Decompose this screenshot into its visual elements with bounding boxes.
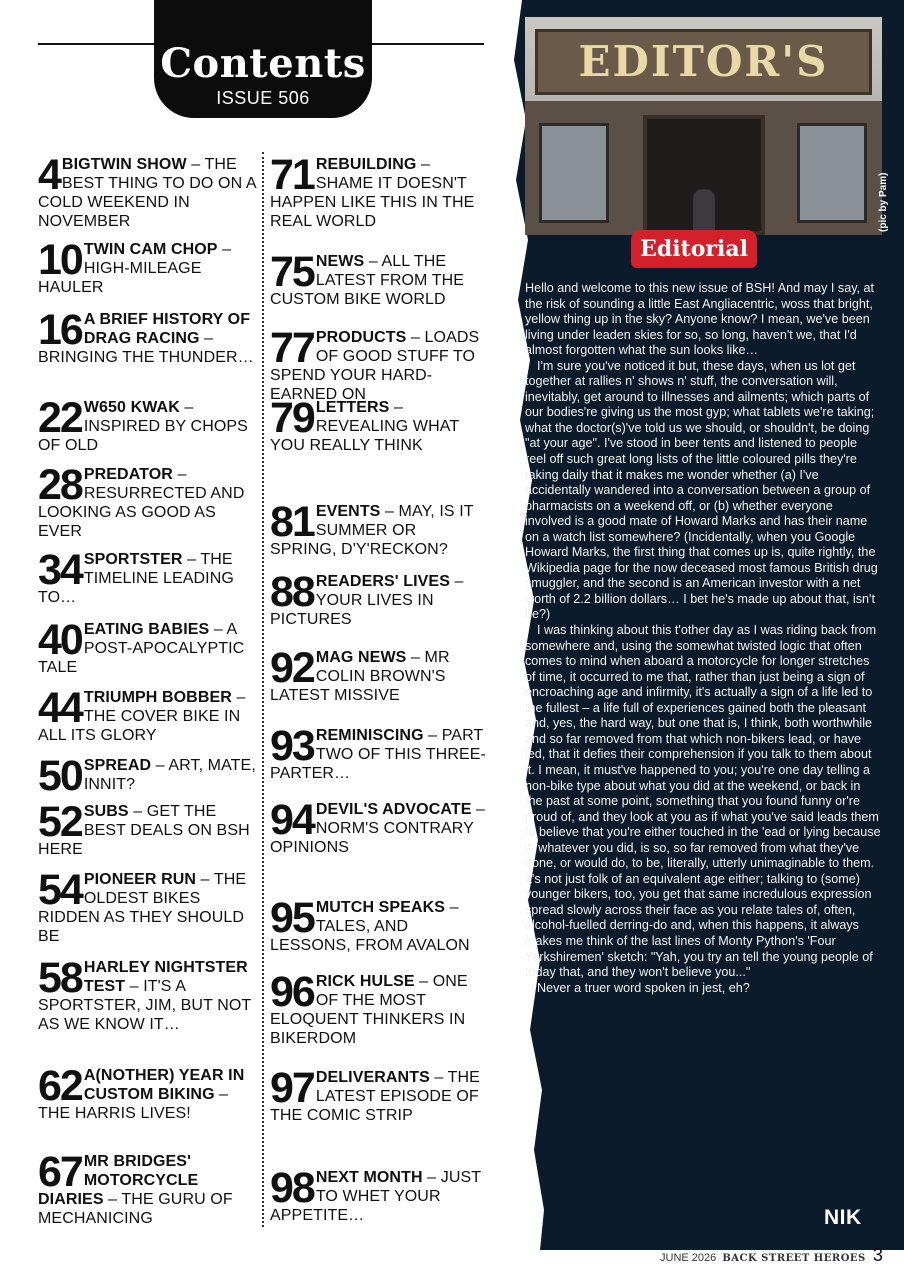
toc-entry-text <box>270 1164 486 1225</box>
editor-signature: NIK <box>824 1206 862 1229</box>
toc-entry-headline: W650 KWAK <box>83 399 180 416</box>
toc-page-number: 52 <box>38 798 82 846</box>
toc-entry <box>270 894 486 955</box>
toc-entry-headline: PRODUCTS <box>315 329 407 346</box>
toc-entry <box>270 498 486 559</box>
toc-entry <box>38 306 256 367</box>
toc-entry-text <box>38 798 256 859</box>
toc-entry <box>38 1148 256 1228</box>
toc-entry-text <box>270 1064 486 1125</box>
toc-entry-description: – ALL THE LATEST FROM THE CUSTOM BIKE WORLD <box>270 253 465 308</box>
toc-page-number: 97 <box>270 1064 314 1112</box>
toc-entry <box>38 954 256 1034</box>
toc-entry <box>270 394 486 455</box>
toc-entry-text <box>270 248 486 309</box>
photo-person <box>693 189 715 235</box>
issue-number: ISSUE 506 <box>216 88 310 108</box>
toc-entry-description: – BRINGING THE THUNDER… <box>38 330 254 366</box>
toc-entry-description: – ONE OF THE MOST ELOQUENT THINKERS IN BIKERDOM <box>270 973 468 1047</box>
toc-page-number: 34 <box>38 546 82 594</box>
toc-entry <box>38 236 256 297</box>
editorial-paragraph: Never a truer word spoken in jest, eh? <box>537 980 750 995</box>
toc-entry-description: – IT'S A SPORTSTER, JIM, BUT NOT AS WE KNOW IT… <box>38 978 251 1033</box>
toc-entry-headline: BIGTWIN SHOW <box>61 156 187 173</box>
toc-entry-description: – THE BEST THING TO DO ON A COLD WEEKEND IN NOVEMBER <box>38 156 256 230</box>
toc-entry-description: – INSPIRED BY CHOPS OF OLD <box>38 399 248 454</box>
toc-entry-text <box>38 394 256 455</box>
toc-entry-text <box>270 151 486 231</box>
toc-entry-description: – TALES, AND LESSONS, FROM AVALON <box>270 899 470 954</box>
toc-column-divider <box>262 152 264 1227</box>
toc-entry-description: – NORM'S CONTRARY OPINIONS <box>270 801 486 856</box>
toc-entry-headline: MUTCH SPEAKS <box>315 899 446 916</box>
contents-title: Contents <box>160 40 366 87</box>
toc-entry-headline: TWIN CAM CHOP <box>83 241 218 258</box>
toc-entry-text <box>38 306 256 367</box>
toc-entry-description: – THE TIMELINE LEADING TO… <box>38 551 234 606</box>
toc-page-number: 67 <box>38 1148 82 1196</box>
toc-page-number: 71 <box>270 151 314 199</box>
photo-sign: EDITOR'S <box>535 29 872 95</box>
photo-window-left <box>539 123 609 223</box>
toc-entry-text <box>270 498 486 559</box>
toc-page-number: 75 <box>270 248 314 296</box>
editors-tap-photo <box>525 17 882 235</box>
toc-entry <box>270 1164 486 1225</box>
toc-page-number: 96 <box>270 968 314 1016</box>
toc-page-number: 77 <box>270 324 314 372</box>
toc-page-number: 81 <box>270 498 314 546</box>
header-rule-left <box>38 43 154 45</box>
toc-entry-description: – MR COLIN BROWN'S LATEST MISSIVE <box>270 649 450 704</box>
editorial-paragraph: I'm sure you've noticed it but, these days, when us lot get together at rallies n' shows n' stuff, the conversation will, inevitably, get around to illnesses and ailments; which parts of our bodies're giving us the most gyp; what tablets we're taking; what the doctor(s)'ve told us we should, or shouldn't, be doing "at your age". I've stood in beer tents and listened to people reel off such great long lists of the little coloured pills they're taking daily that it makes me wonder whether (a) I've accidentally wandered into a conversation between a group of pharmacists on a weekend off, or (b) whether everyone involved is a good mate of Howard Marks and has their name on a watch list somewhere? (Incidentally, when you Google Howard Marks, the first thing that comes up is, quite rightly, the Wikipedia page for the now deceased most famous British drug smuggler, and the second is an American investor with a net worth of 2.2 billion dollars… I bet he's made up about that, isn't he?) <box>525 358 878 622</box>
toc-entry <box>270 968 486 1048</box>
toc-entry-headline: DELIVERANTS <box>315 1069 430 1086</box>
editorial-paragraph: I was thinking about this t'other day as I was riding back from somewhere and, using the somewhat twisted logic that often comes to mind when aboard a motorcycle for longer stretches of time, it occurred to me that, rather than just being a sign of encroaching age and infirmity, it's actually a sign of a life led to the fullest – a life full of experiences gained both the pleasant and, yes, the hard way, but one that is, I think, both worthwhile and so far removed from that which non-bikers lead, or have led, that it defies their comprehension if you talk to them about it. I mean, it must've happened to you; you're one day telling a non-bike type about what you did at the weekend, or back in the past at some point, something that you found funny or're proud of, and they look at you as if what you've said leads them to believe that you're either touched in the 'ead or lying because it, whatever you did, is so, so far removed from what they've done, or would do, to be, literally, utterly unimaginable to them. It's not just folk of an equivalent age either; talking to (some) younger bikers, too, you get that same incredulous expression spread slowly across their face as you relate tales of, often, alcohol-fuelled derring-do and, when this happens, it always makes me think of the last lines of Monty Python's 'Four Yorkshiremen' sketch: "Yah, you try an tell the young people of today that, and they won't believe you..." <box>525 623 881 980</box>
toc-entry-text <box>270 324 486 404</box>
toc-entry <box>270 796 486 857</box>
toc-entry-description: – MAY, IS IT SUMMER OR SPRING, D'Y'RECKON? <box>270 503 474 558</box>
toc-entry-description: – ART, MATE, INNIT? <box>83 757 256 793</box>
toc-entry <box>270 324 486 404</box>
header-rule-right <box>372 43 484 45</box>
toc-entry-description: – HIGH-MILEAGE HAULER <box>38 241 232 296</box>
toc-entry-headline: SPORTSTER <box>83 551 183 568</box>
toc-entry-text <box>38 616 256 677</box>
toc-page-number: 79 <box>270 394 314 442</box>
toc-entry-headline: LETTERS <box>315 399 390 416</box>
toc-entry <box>38 461 256 541</box>
toc-entry-headline: PIONEER RUN <box>83 871 197 888</box>
toc-entry-description: – YOUR LIVES IN PICTURES <box>270 573 464 628</box>
toc-page-number: 10 <box>38 236 82 284</box>
toc-entry-text <box>38 1148 256 1228</box>
toc-entry-headline: NEWS <box>315 253 365 270</box>
toc-entry-headline: READERS' LIVES <box>315 573 450 590</box>
contents-badge <box>154 0 372 118</box>
toc-entry-headline: A BRIEF HISTORY OF DRAG RACING <box>83 311 251 347</box>
toc-entry <box>38 752 256 800</box>
toc-entry-headline: PREDATOR <box>83 466 173 483</box>
toc-entry <box>270 722 486 783</box>
toc-entry-headline: SUBS <box>83 803 129 820</box>
toc-entry-description: – THE LATEST EPISODE OF THE COMIC STRIP <box>270 1069 480 1124</box>
toc-entry-headline: RICK HULSE <box>315 973 415 990</box>
toc-page-number: 58 <box>38 954 82 1002</box>
toc-entry <box>38 1062 256 1123</box>
editorial-paragraph: Hello and welcome to this new issue of BSH! And may I say, at the risk of sounding a little East Angliacentric, woss that bright, yellow thing up in the sky? Anyone know? I mean, we've been living under leaden skies for so, so long, haven't we, that I'd almost forgotten what the sun looks like… <box>525 281 875 358</box>
toc-entry-description: – THE GURU OF MECHANICING <box>38 1191 233 1227</box>
toc-entry <box>270 248 486 309</box>
toc-page-number: 16 <box>38 306 82 354</box>
toc-entry-description: – PART TWO OF THIS THREE-PARTER… <box>270 727 486 782</box>
toc-entry-text <box>270 394 486 455</box>
toc-entry-text <box>270 894 486 955</box>
toc-entry <box>270 568 486 629</box>
toc-entry-description: – REVEALING WHAT YOU REALLY THINK <box>270 399 459 454</box>
toc-page-number: 22 <box>38 394 82 442</box>
toc-entry-headline: EVENTS <box>315 503 381 520</box>
toc-entry-headline: DEVIL'S ADVOCATE <box>315 801 472 818</box>
toc-page-number: 50 <box>38 752 82 800</box>
toc-entry-headline: TRIUMPH BOBBER <box>83 689 232 706</box>
toc-page-number: 94 <box>270 796 314 844</box>
folio-date: JUNE 2026 <box>660 1252 717 1264</box>
toc-entry <box>38 394 256 455</box>
toc-page-number: 62 <box>38 1062 82 1110</box>
toc-entry-text <box>38 546 256 607</box>
toc-page-number: 92 <box>270 644 314 692</box>
toc-entry-text <box>38 461 256 541</box>
toc-entry <box>38 798 256 859</box>
toc-entry-text <box>38 1062 256 1123</box>
toc-entry <box>38 866 256 946</box>
toc-entry-headline: SPREAD <box>83 757 152 774</box>
toc-page-number: 93 <box>270 722 314 770</box>
toc-entry-headline: MR BRIDGES' MOTORCYCLE DIARIES <box>38 1153 199 1208</box>
toc-entry <box>270 644 486 705</box>
toc-page-number: 40 <box>38 616 82 664</box>
toc-entry-text <box>38 866 256 946</box>
toc-entry-headline: MAG NEWS <box>315 649 407 666</box>
toc-entry-description: – LOADS OF GOOD STUFF TO SPEND YOUR HARD-EARNED ON <box>270 329 480 403</box>
toc-page-number: 44 <box>38 684 82 732</box>
toc-entry-description: – SHAME IT DOESN'T HAPPEN LIKE THIS IN THE REAL WORLD <box>270 156 475 230</box>
toc-entry-headline: HARLEY NIGHTSTER TEST <box>83 959 248 995</box>
toc-entry-description: – JUST TO WHET YOUR APPETITE… <box>270 1169 481 1224</box>
toc-entry-description: – THE HARRIS LIVES! <box>38 1086 229 1122</box>
toc-page-number: 88 <box>270 568 314 616</box>
toc-entry-text <box>270 968 486 1048</box>
toc-page-number: 95 <box>270 894 314 942</box>
photo-credit: (pic by Pam) <box>878 172 889 232</box>
toc-entry-headline: NEXT MONTH <box>315 1169 423 1186</box>
toc-entry <box>270 151 486 231</box>
toc-entry-headline: EATING BABIES <box>83 621 210 638</box>
toc-page-number: 54 <box>38 866 82 914</box>
toc-entry-description: – THE OLDEST BIKES RIDDEN AS THEY SHOULD BE <box>38 871 247 945</box>
toc-entry <box>38 151 256 231</box>
toc-entry-text <box>270 568 486 629</box>
toc-entry <box>38 546 256 607</box>
toc-entry-description: – RESURRECTED AND LOOKING AS GOOD AS EVER <box>38 466 245 540</box>
toc-page-number: 28 <box>38 461 82 509</box>
toc-page-number: 98 <box>270 1164 314 1212</box>
page-folio <box>660 1245 883 1265</box>
toc-entry-headline: REMINISCING <box>315 727 424 744</box>
photo-window-right <box>797 123 867 223</box>
toc-entry-description: – A POST-APOCALYPTIC TALE <box>38 621 245 676</box>
editorial-badge: Editorial <box>631 230 757 268</box>
editorial-body <box>525 281 881 996</box>
toc-entry-headline: A(NOTHER) YEAR IN CUSTOM BIKING <box>83 1067 245 1103</box>
page-number: 3 <box>872 1245 883 1265</box>
toc-entry <box>38 616 256 677</box>
toc-entry-text <box>270 722 486 783</box>
toc-entry <box>38 684 256 745</box>
toc-entry-text <box>38 684 256 745</box>
toc-entry-text <box>38 752 256 800</box>
toc-entry-text <box>38 954 256 1034</box>
toc-entry-description: – GET THE BEST DEALS ON BSH HERE <box>38 803 250 858</box>
toc-entry-description: – THE COVER BIKE IN ALL ITS GLORY <box>38 689 246 744</box>
toc-entry-text <box>270 796 486 857</box>
toc-entry-text <box>38 151 256 231</box>
toc-page-number: 4 <box>38 151 60 199</box>
toc-entry <box>270 1064 486 1125</box>
toc-entry-text <box>38 236 256 297</box>
toc-entry-headline: REBUILDING <box>315 156 417 173</box>
toc-entry-text <box>270 644 486 705</box>
folio-magazine-name: BACK STREET HEROES <box>722 1253 866 1264</box>
